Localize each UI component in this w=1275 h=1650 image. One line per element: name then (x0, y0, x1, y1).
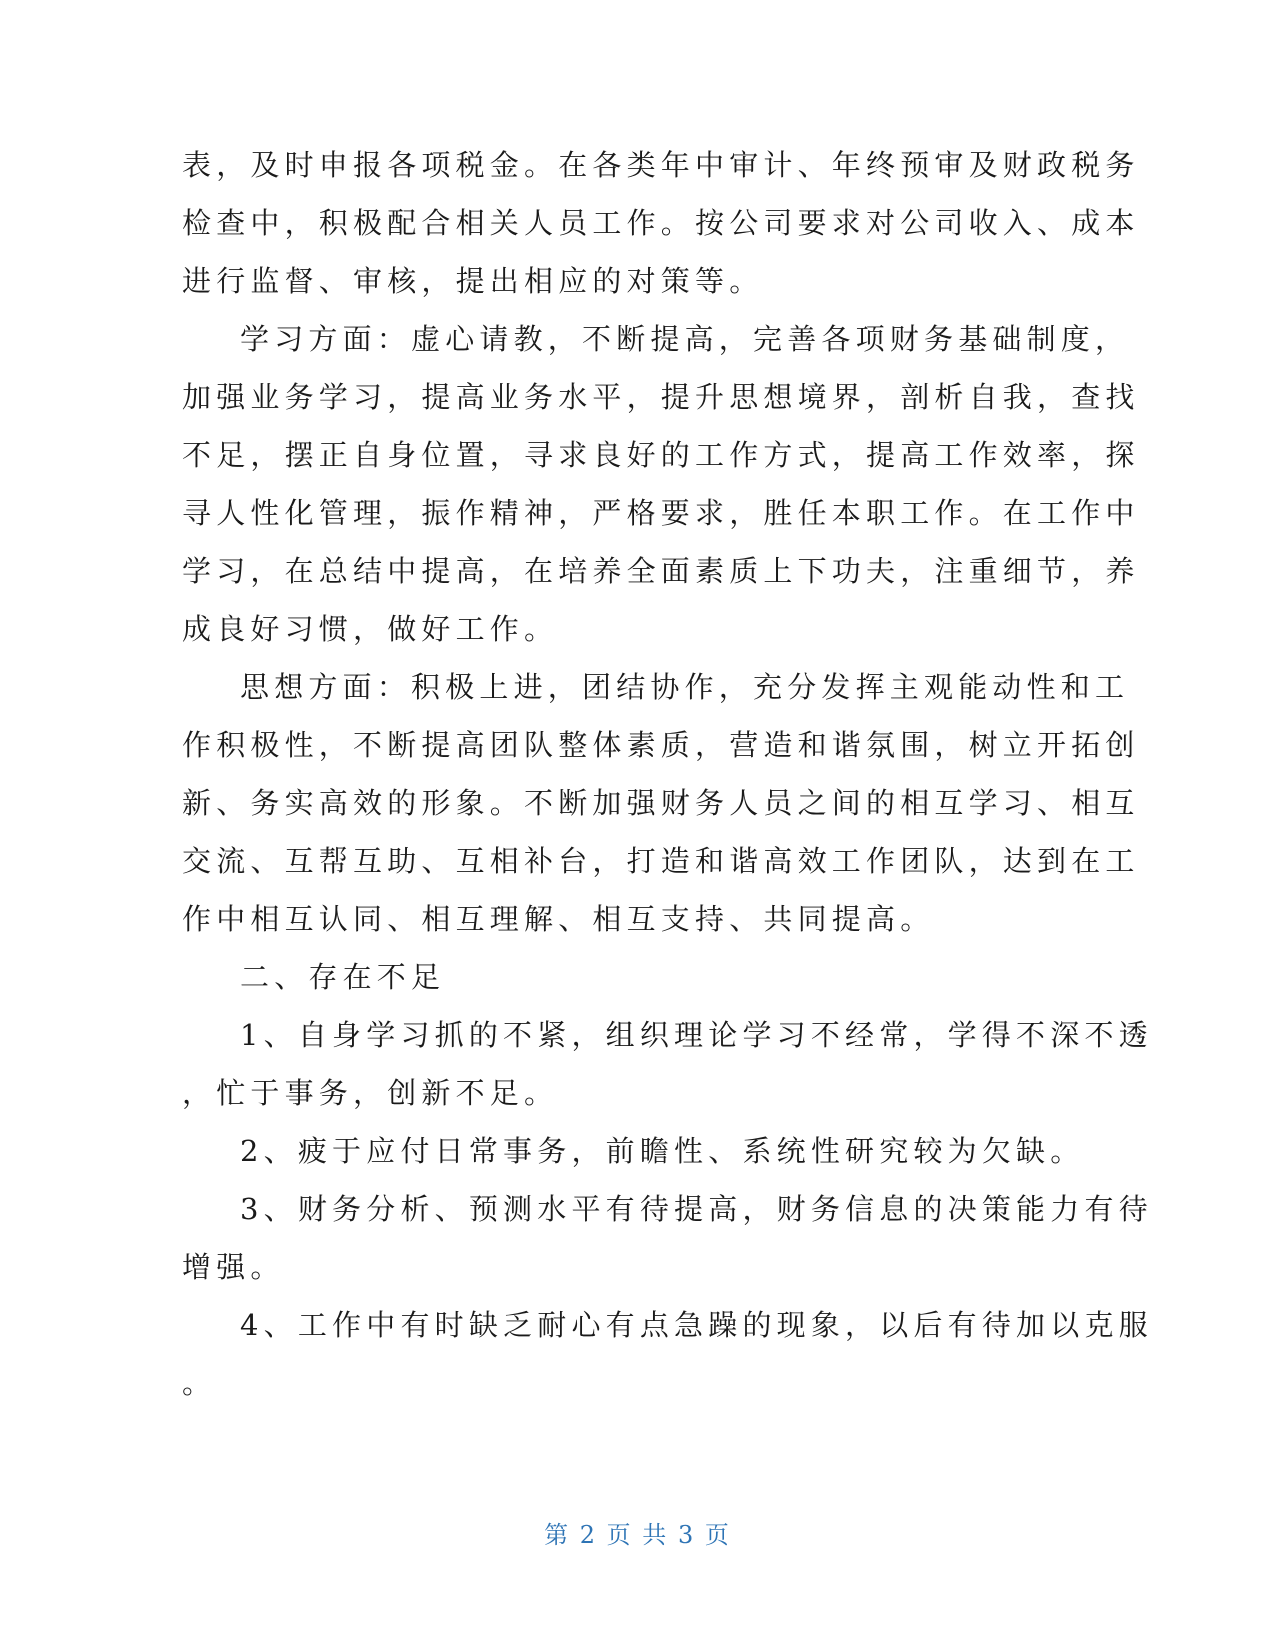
page-footer (0, 1520, 1275, 1550)
page-number-label: 第 2 页 共 3 页 (544, 1521, 731, 1549)
text-line: 学习，在总结中提高，在培养全面素质上下功夫，注重细节，养 (182, 554, 1140, 588)
text-line: 增强。 (182, 1250, 285, 1284)
text-line: ，忙于事务，创新不足。 (182, 1076, 559, 1110)
paragraph-heading-thought: 思想方面：积极上进，团结协作，充分发挥主观能动性和工 (240, 670, 1130, 704)
list-item-4: 4、工作中有时缺乏耐心有点急躁的现象，以后有待加以克服 (240, 1308, 1153, 1342)
text-line: 表，及时申报各项税金。在各类年中审计、年终预审及财政税务 (182, 148, 1140, 182)
text-line: 加强业务学习，提高业务水平，提升思想境界，剖析自我，查找 (182, 380, 1140, 414)
section-heading-shortcomings: 二、存在不足 (240, 960, 446, 994)
text-line: 检查中，积极配合相关人员工作。按公司要求对公司收入、成本 (182, 206, 1140, 240)
list-item-3: 3、财务分析、预测水平有待提高，财务信息的决策能力有待 (240, 1192, 1153, 1226)
paragraph-heading-study: 学习方面：虚心请教，不断提高，完善各项财务基础制度， (240, 322, 1130, 356)
text-line: 交流、互帮互助、互相补台，打造和谐高效工作团队，达到在工 (182, 844, 1140, 878)
text-line: 作积极性，不断提高团队整体素质，营造和谐氛围，树立开拓创 (182, 728, 1140, 762)
text-line: 寻人性化管理，振作精神，严格要求，胜任本职工作。在工作中 (182, 496, 1140, 530)
list-item-1: 1、自身学习抓的不紧，组织理论学习不经常，学得不深不透 (240, 1018, 1153, 1052)
list-item-2: 2、疲于应付日常事务，前瞻性、系统性研究较为欠缺。 (240, 1134, 1085, 1168)
text-line: 不足，摆正自身位置，寻求良好的工作方式，提高工作效率，探 (182, 438, 1140, 472)
text-line: 新、务实高效的形象。不断加强财务人员之间的相互学习、相互 (182, 786, 1140, 820)
text-line: 成良好习惯，做好工作。 (182, 612, 559, 646)
text-line: 进行监督、审核，提出相应的对策等。 (182, 264, 764, 298)
text-line: 。 (182, 1366, 217, 1400)
text-line: 作中相互认同、相互理解、相互支持、共同提高。 (182, 902, 935, 936)
